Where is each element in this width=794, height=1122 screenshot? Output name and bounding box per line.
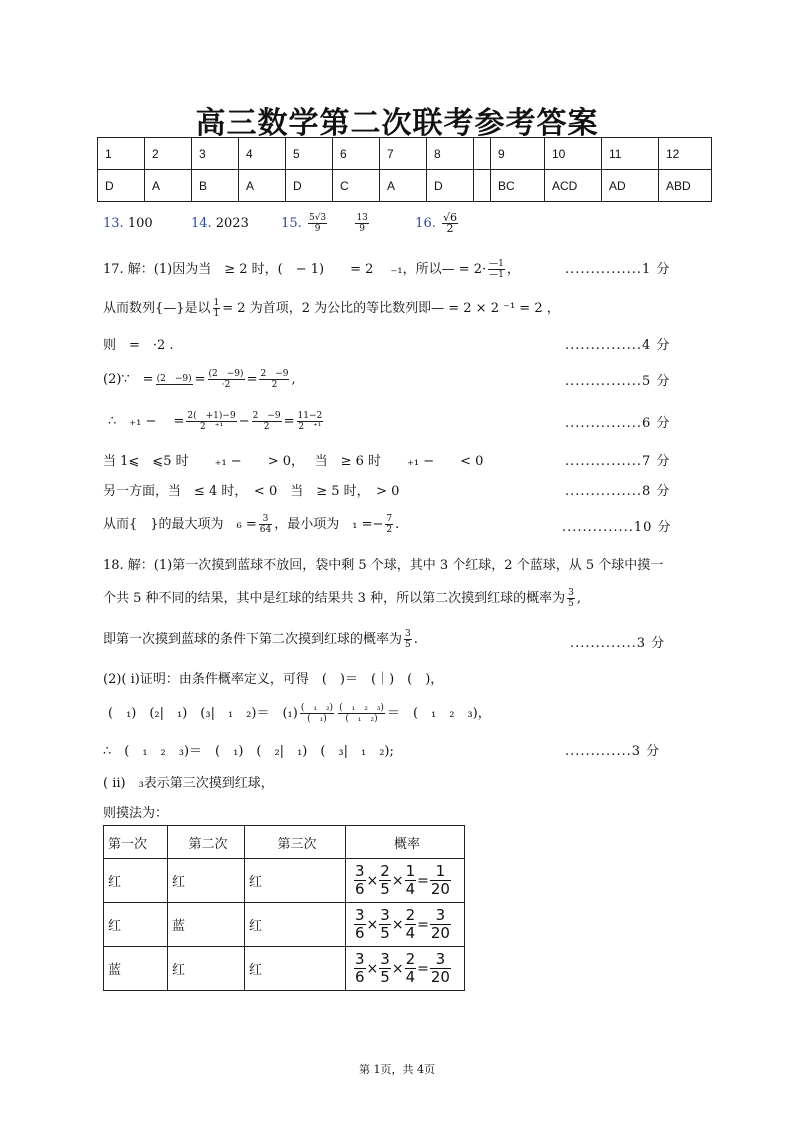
table-cell: 11 [602,138,659,170]
table-cell: 红 [245,903,346,947]
q18-line-5: ( ₁) (₂| ₁) (₃| ₁ ₂)＝ (₁) $\frac{\text{( ₁ ₂)}}{\text{( ₁)}}$ $\frac{\text{( ₁ ₂ ₃)}}{\text{( ₁ ₂)}}$ ＝ ( ₁ ₂ ₃)， [108,703,491,724]
score-marker: ...............7 分 [565,454,671,469]
table-cell: A [145,170,192,202]
table-cell: A [239,170,286,202]
q17-line-1: 17. 解：(1)因为当 ≥ 2 时，( − 1) = 2 ₋₁，所以— = 2· $\frac{—1}{—1}$ ， [103,259,520,280]
fraction: $\frac{3}{64}$ [259,514,272,535]
q18-line-2: 个共 5 种不同的结果，其中是红球的结果共 3 种，所以第二次摸到红球的概率为 $\frac{3}{5}$ , [103,588,581,609]
table-cell: 6 [333,138,380,170]
answer-number-row [98,138,712,170]
q18-line-1: 18. 解：(1)第一次摸到蓝球不放回，袋中剩 5 个球，其中 3 个红球，2 个蓝球，从 5 个球中摸一 [103,558,664,573]
table-cell: 3 [192,138,239,170]
fraction: $\frac{7}{2}$ [386,514,393,535]
table-header: 第二次 [168,826,245,859]
fraction: $\frac{2 -9}{2}$ [252,411,281,432]
table-cell [474,138,491,170]
table-cell: 10 [545,138,602,170]
table-header: 概率 [346,826,465,859]
table-cell: 2 [145,138,192,170]
fraction: $\frac{3}{5}$ [405,629,411,650]
answer-key-row [98,170,712,202]
q17-line-2: 从而数列{—}是以 $\frac{1}{1}$ = 2 为首项，2 为公比的等比数列即— = 2 × 2 ⁻¹ = 2 ， [103,298,560,319]
q17-line-7: 另一方面，当 ≤ 4 时， < 0 当 ≥ 5 时， > 0 [103,484,400,499]
table-cell: 红 [245,947,346,991]
table-header-row [104,826,465,859]
q18-line-8: 则摸法为： [103,806,169,821]
q13-label: 13. [103,216,124,231]
fraction: $\frac{11-2}{\text{2 ⁺¹}}$ [297,411,323,432]
table-cell: 4 [239,138,286,170]
q17-line-5: ∴ ₊₁ − = $\frac{2( +1)-9}{\text{2 ⁺¹}}$ − $\frac{2 -9}{2}$ = $\frac{11-2}{\text{2 ⁺¹}}$ [108,411,323,432]
table-cell: D [427,170,474,202]
table-cell: AD [602,170,659,202]
table-cell: ACD [545,170,602,202]
table-header: 第三次 [245,826,346,859]
table-cell: 红 [245,859,346,903]
table-cell: A [380,170,427,202]
q15-fraction-1: $\frac{5√3}{9}$ [308,213,327,234]
table-cell [474,170,491,202]
table-cell: 1 [98,138,145,170]
score-marker: ..............10 分 [562,520,672,535]
fraction: (2 −9) [156,374,192,384]
fraction: $\frac{—1}{—1}$ [489,259,504,280]
answer-table [97,137,712,202]
table-cell: 蓝 [104,947,168,991]
probability-cell: $\frac{3}{6}$ × $\frac{2}{5}$ × $\frac{1}{4}$ = $\frac{1}{20}$ [346,859,465,903]
q17-line-6: 当 1⩽ ⩽5 时 ₊₁ − > 0， 当 ≥ 6 时 ₊₁ − < 0 [103,454,484,469]
fill-answers [103,213,460,234]
q14-value: 2023 [215,216,249,231]
q17-line-8: 从而{ }的最大项为 ₆ = $\frac{3}{64}$ ，最小项为 ₁ =− $\frac{7}{2}$ . [103,514,400,535]
q18-line-3: 即第一次摸到蓝球的条件下第二次摸到红球的概率为 $\frac{3}{5}$ . [103,629,418,650]
fraction: $\frac{1}{1}$ [213,298,220,319]
table-cell: 红 [104,859,168,903]
page-title: 高三数学第二次联考参考答案 [195,106,599,141]
score-marker: ...............1 分 [565,262,671,277]
probability-table [103,825,465,991]
page-footer: 第 1页，共 4页 [359,1063,435,1076]
fraction: $\frac{\text{( ₁ ₂ ₃)}}{\text{( ₁ ₂)}}$ [339,703,384,724]
score-marker: .............3 分 [570,636,666,651]
table-row [104,903,465,947]
table-cell: 红 [104,903,168,947]
table-cell: 12 [659,138,712,170]
fraction: $\frac{\text{( ₁ ₂)}}{\text{( ₁)}}$ [300,703,334,724]
table-cell: 红 [168,947,245,991]
q18-line-6: ∴ ( ₁ ₂ ₃)＝ ( ₁) ( ₂| ₁) ( ₃| ₁ ₂); [103,744,394,759]
fraction: $\frac{2( +1)-9}{\text{2 ⁺¹}}$ [187,411,236,432]
table-cell: 5 [286,138,333,170]
table-cell: 9 [491,138,545,170]
score-marker: ...............5 分 [565,374,671,389]
table-cell: 7 [380,138,427,170]
table-cell: 蓝 [168,903,245,947]
q16-fraction: $\frac{√6}{2}$ [443,211,458,235]
table-cell: ABD [659,170,712,202]
q18-line-7: ( ⅱ) ₃表示第三次摸到红球， [103,776,274,791]
table-cell: B [192,170,239,202]
probability-cell: $\frac{3}{6}$ × $\frac{3}{5}$ × $\frac{2}{4}$ = $\frac{3}{20}$ [346,903,465,947]
fraction: $\frac{(2 -9)}{\cdot 2}$ [208,369,244,390]
q17-line-4: (2)∵ = (2 −9) = $\frac{(2 -9)}{\cdot 2}$ = $\frac{2 -9}{2}$ , [103,369,296,390]
table-header: 第一次 [104,826,168,859]
q17-line-3: 则 = ·2 . [103,338,174,353]
table-cell: D [98,170,145,202]
probability-cell: $\frac{3}{6}$ × $\frac{3}{5}$ × $\frac{2}{4}$ = $\frac{3}{20}$ [346,947,465,991]
fraction: $\frac{2 -9}{2}$ [260,369,289,390]
table-cell: C [333,170,380,202]
table-row [104,859,465,903]
table-cell: 8 [427,138,474,170]
score-marker: ...............4 分 [565,338,671,353]
q13-value: 100 [127,216,153,231]
table-cell: 红 [168,859,245,903]
q15-fraction-2: $\frac{13}{9}$ [356,213,368,234]
fraction: $\frac{3}{5}$ [568,588,574,609]
q14-label: 14. [190,216,212,231]
table-cell: D [286,170,333,202]
score-marker: ...............6 分 [565,416,671,431]
q15-label: 15. [281,216,302,231]
q18-line-4: (2)( ⅰ)证明：由条件概率定义，可得 ( )＝ (｜) ( )， [103,672,444,687]
score-marker: .............3 分 [565,744,661,759]
q16-label: 16. [415,216,436,231]
table-cell: BC [491,170,545,202]
table-row [104,947,465,991]
score-marker: ...............8 分 [565,484,671,499]
